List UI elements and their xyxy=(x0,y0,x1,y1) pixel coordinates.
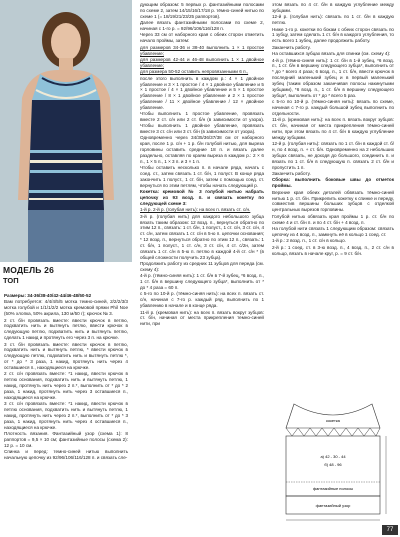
instructions-paragraph: На голубой нити связать 1 следующим образом: связать цепочку из 4 возд. п., замкнуть её в кольцо 1 соед. ст. xyxy=(272,225,394,237)
row-instruction: 11-й р. (кремовая нить): на всех п. вязать вокруг зубцов: ст. б/н, начиная от места прикрепления тёмно-синей нити, при этом вязать по 4 ст. б/н в каждую углубление между зубцами. xyxy=(272,117,394,140)
instructions-paragraph: Верхние края обеих деталей обвязать тёмно-синей нитью 1 р. ст. б/н. Прикрепить кокетку к спинке и переду, совместив вершины больших зубцов с отделкой центральных вырезов горловины. xyxy=(272,189,394,213)
row-instruction: 4-й р. (тёмно-синяя нить): 1 ст. б/н в 1-й зубец, *6 возд. п., 1 ст. б/н в вершину следующего зубца*, выполнить от * до * всего 4 раза; 6 возд. п., 1 ст. б/н, ввести крючок в последний маленький зубец и в первый маленький зубец (таким образом заканчивая полосы накинутыми зубцами), *6 возд. п., 1 ст. б/н в вершину следующего зубца*, выполнить от * до * всего 5 раз. xyxy=(272,57,394,98)
text-column-2 xyxy=(140,2,264,328)
row-instruction: с 5-го по 10-й р. (тёмно-синяя нить): вязать по схеме, начиная с 7-го р. каждый большой зубец выполнить по отдельности. xyxy=(272,99,394,116)
text-column-3 xyxy=(272,2,394,257)
materials-paragraph: Вам потребуется: 4/4/4/5/5 мотка темно-синей, 2/2/2/3/3 мотка голубой и 1/1/1/2/2 мотка кремовой пряжи Phil Noe (50% хлопка, 50% акрила, 130 м/50 г); крючок № 3. xyxy=(4,299,128,317)
gauge-paragraph: Плотность вязания. Фантазийный узор (схема 1): 8 раппортов = 9,5 × 10 см; фантазийные полосы (схема 2): 12 р. = 10 см. xyxy=(4,430,128,448)
instructions-paragraph: Спинка и перед: темно-синей нитью выполнить начальную цепочку из 92/96/106/116/128 п. и связать сле- xyxy=(4,449,128,460)
row-instruction: 12-й р. (голубая нить): связать по 1 ст. б/н в каждую петлю. xyxy=(272,14,394,26)
instructions-paragraph: Заканчить работу. xyxy=(272,170,311,176)
row-instruction: 4-й р. (тёмно-синяя нить): 1 ст. б/н в 7-й зубец, *6 возд. п., 1 ст. б/н в вершину следующего зубца*, выполнить от * до * 4 раза = 60 п. xyxy=(140,273,264,290)
assembly-heading: Сборка: выполнить боковые швы до отметок проймы. xyxy=(272,177,394,189)
instructions-paragraph: Чтобы выполнить 1 простое убавление, провязать вместе 2 ст. с/н или 2 ст. б/н (в зависимости от узора). Чтобы выполнить 1 двойное убавление, провязать вместе 3 ст. с/н или 3 ст. б/н (в зависимости от узора). xyxy=(140,111,264,134)
size-instruction: для размеров 34-36 и 38-40 выполнить 1 × 1 простое убавление; xyxy=(140,44,264,56)
zigzag-edge xyxy=(286,428,380,436)
instructions-paragraph: Через 33 см от наборного края с обеих сторон отметить начало проймы, затем: xyxy=(140,32,264,44)
model-subtitle: ТОП xyxy=(3,276,19,285)
row-instruction: 12-й р. (голубая нить): связать по 1 ст. б/н в каждой ст. б/н, по 4 возд. п. + ст. б/н. Одновременно на 2 небольших зубцах связать, не доходя до большого, соединить п. и вязать по 1 ст. б/н в следующую п. связать 2 ст. б/н и пропустить 1 п. xyxy=(272,141,394,170)
yoke-heading: Кокетка: кремовой № 3 голубой нитью набрать цепочку из 93 возд. п. и связать кокетку по следующей схеме 3: xyxy=(140,189,264,206)
technique-paragraph: 3 ст. б/н провязать вместе: ввести крючок в петлю, подхватить нить и вытянуть петлю, * ввести крючок в следующую петлю, подхватить нить и вытянуть петлю *, от * до * 3 раза, 1 накид, протянуть нить через 4 оставшиеся п., находящиеся на крючке. xyxy=(4,341,128,370)
size-instruction: для размера 50-52 оставить непровязанными 6 п., xyxy=(140,69,249,75)
technique-paragraph: 3 ст. с/н провязать вместе: *1 накид, ввести крючок в петлю основания, подхватить нить и вытянуть петлю, 1 накид, протянуть нить через 2 п.*, выполнить от * до * 3 раза, 1 накид, протянуть нить через 4 оставшиеся п., находящиеся на крючке. xyxy=(4,401,128,430)
technique-paragraph: 2 ст. с/н провязать вместе: *1 накид, ввести крючок в петлю основания, подхватить нить и вытянуть петлю, 1 накид, протянуть нить через 2 п.*, выполнить от * до * 2 раза, 1 накид, протянуть нить через 3 оставшиеся п., находящиеся на крючке. xyxy=(4,371,128,400)
row-instruction: 1-й р.: 2 возд. п., 1 ст. с/н в кольцо. xyxy=(272,238,346,244)
row-instruction: этом вязать по 4 ст. б/н в каждую углубление между зубцами. xyxy=(272,2,394,13)
row-instruction: 1-й р. 2-й р. (голубая нить): на всех п. вязать ст. с/н. xyxy=(140,207,251,213)
label-stripes: фантазийные полосы xyxy=(312,486,354,491)
technique-paragraph: 2 ст. б/н провязать вместе: ввести крючок в петлю, подхватить нить и вытянуть петлю, ввести крючок в следующую петлю, подхватить нить и вытянуть петлю, сделать 1 накид и протянуть его через 3 п. на крючке. xyxy=(4,317,128,341)
instructions-paragraph: Ниже 1-го р. кокетки по бокам с обеих сторон связать по 1 зубцу, затем сделать 1 ст. б/н в каждого углубления, то есть всего 1 зубец, далее продолжить работу. xyxy=(272,26,394,44)
row-instruction: с 5-го по 10-й р. (тёмно-синяя нить): на всех п. вязать ст. с/н, начиная с 7-го р. каждый ряд, выполнить по 1 убавлению в начале и в конце ряда. xyxy=(140,291,264,309)
instructions-paragraph: Чтобы оставить несколько п. в начале ряда, начать с соед. ст., затем связать 1 ст. б/н, 1 полуст. В конце ряда закончить 1 полуст., 1 ст. б/н, затем с помощью соед. ст. вернуться по этим петлям, чтобы начать следующий р. xyxy=(140,165,264,188)
instructions-paragraph: Продолжить работу из средних 11 зубцов для переда (см. схему 4): xyxy=(140,261,264,272)
label-pattern: фантазийный узор xyxy=(315,503,351,508)
label-yoke: кокетка xyxy=(326,418,340,423)
pattern-schematic xyxy=(272,398,394,526)
label-dim1: a) 42 - 30 - 44 xyxy=(320,454,346,459)
instructions-paragraph: На оставшихся зубцах вязать для спинки (см. схему 4): xyxy=(272,51,391,57)
model-illustration xyxy=(0,0,132,262)
row-instruction: 2-й р.: 1 соед. ст. в 3-ю возд. п., 4 возд. п., 2 ст. с/н в кольцо, вязать в начале круг, р. = 9 ст. б/н. xyxy=(272,244,394,256)
instructions-paragraph: после этого выполнить в каждом р.: 4 × 1 двойное убавление и 3 × 1 простое / 4 × 1 двойное убавление и 5 × 1 простое / 4 × 1 двойное убавление и 5 × 1 простое убавление / 8 × 1 двойное убавление и 2 × 1 простое убавление / 11 × двойное убавление / 12 × двойное убавление. xyxy=(140,75,264,110)
instructions-paragraph: Далее вязать фантазийными полосами по схеме 2, начиная с 1-го р. = 92/96/106/116/128 п. xyxy=(140,20,264,31)
sizes-paragraph: Размеры: 34-36/38-40/42-44/46-48/50-52 xyxy=(4,293,92,298)
yoke-outline xyxy=(286,404,380,428)
instructions-paragraph: дующим образом: 5 первых р. фантазийными полосами по схеме 2, затем 14/15/16/17/18 р. тёмно-синей нитью по схеме 1 (= 18/19/21/23/25 раппортов). xyxy=(140,2,264,19)
row-instruction: 3-й р. (голубая нить) для каждого небольшого зубца вязать таким образом: 12 возд. п., вернуться обратно по этим 12 п., связать: 1 ст. б/н, 1 полуст., 1 ст. с/н, 3 ст. с/н, 4 ст. с/н, затем связать 1 ст. с/н в 5-ю п. цепочки основания; * 12 возд. п., вернуться обратно по этим 12 п., связать: 1 ст. б/н, 1 полуст., 1 ст. с/н, 3 ст. с/н, 4 ст. с/2н, затем связать 1 ст. с/н в 5-ю п. петлю в каждой 4-й ст. с/н * (в общей сложности получить 23 зубца). xyxy=(140,213,264,260)
model-title: МОДЕЛЬ 26 xyxy=(3,265,54,275)
text-column-1 xyxy=(4,293,128,461)
instructions-paragraph: Голубой нитью обвязать края проймы 1 р. ст. б/н по схеме 4 и ст. б/н п. и по 4 ст. б/н + 4 возд. п. xyxy=(272,213,394,225)
model-photo xyxy=(0,0,132,262)
row-instruction: 11-й р. (кремовая нить): на всех п. вязать вокруг зубцов: ст. б/н, начиная от места прикрепления темно-синей нити, при xyxy=(140,309,264,327)
label-dim2: б) 48 - 96 xyxy=(324,462,342,467)
instructions-paragraph: Заканчить работу. xyxy=(272,44,311,50)
size-instruction: для размеров 42-44 и 46-48 выполнить 1 × 1 двойное убавление; xyxy=(140,56,264,68)
page-number: 77 xyxy=(382,525,398,535)
instructions-paragraph: Одновременно через 34/35/36/37/38 см от наборного края, после 1 р. с/н + 1 р. б/н голубой нитью, для выреза горловины оставить средние 18 п. и вязать далее раздельно, оставляя по краям выреза в каждом р.: 2 × 6 п., 1 × 5 п., 1 × 3 п. и 3 × 1 п. xyxy=(140,135,264,164)
